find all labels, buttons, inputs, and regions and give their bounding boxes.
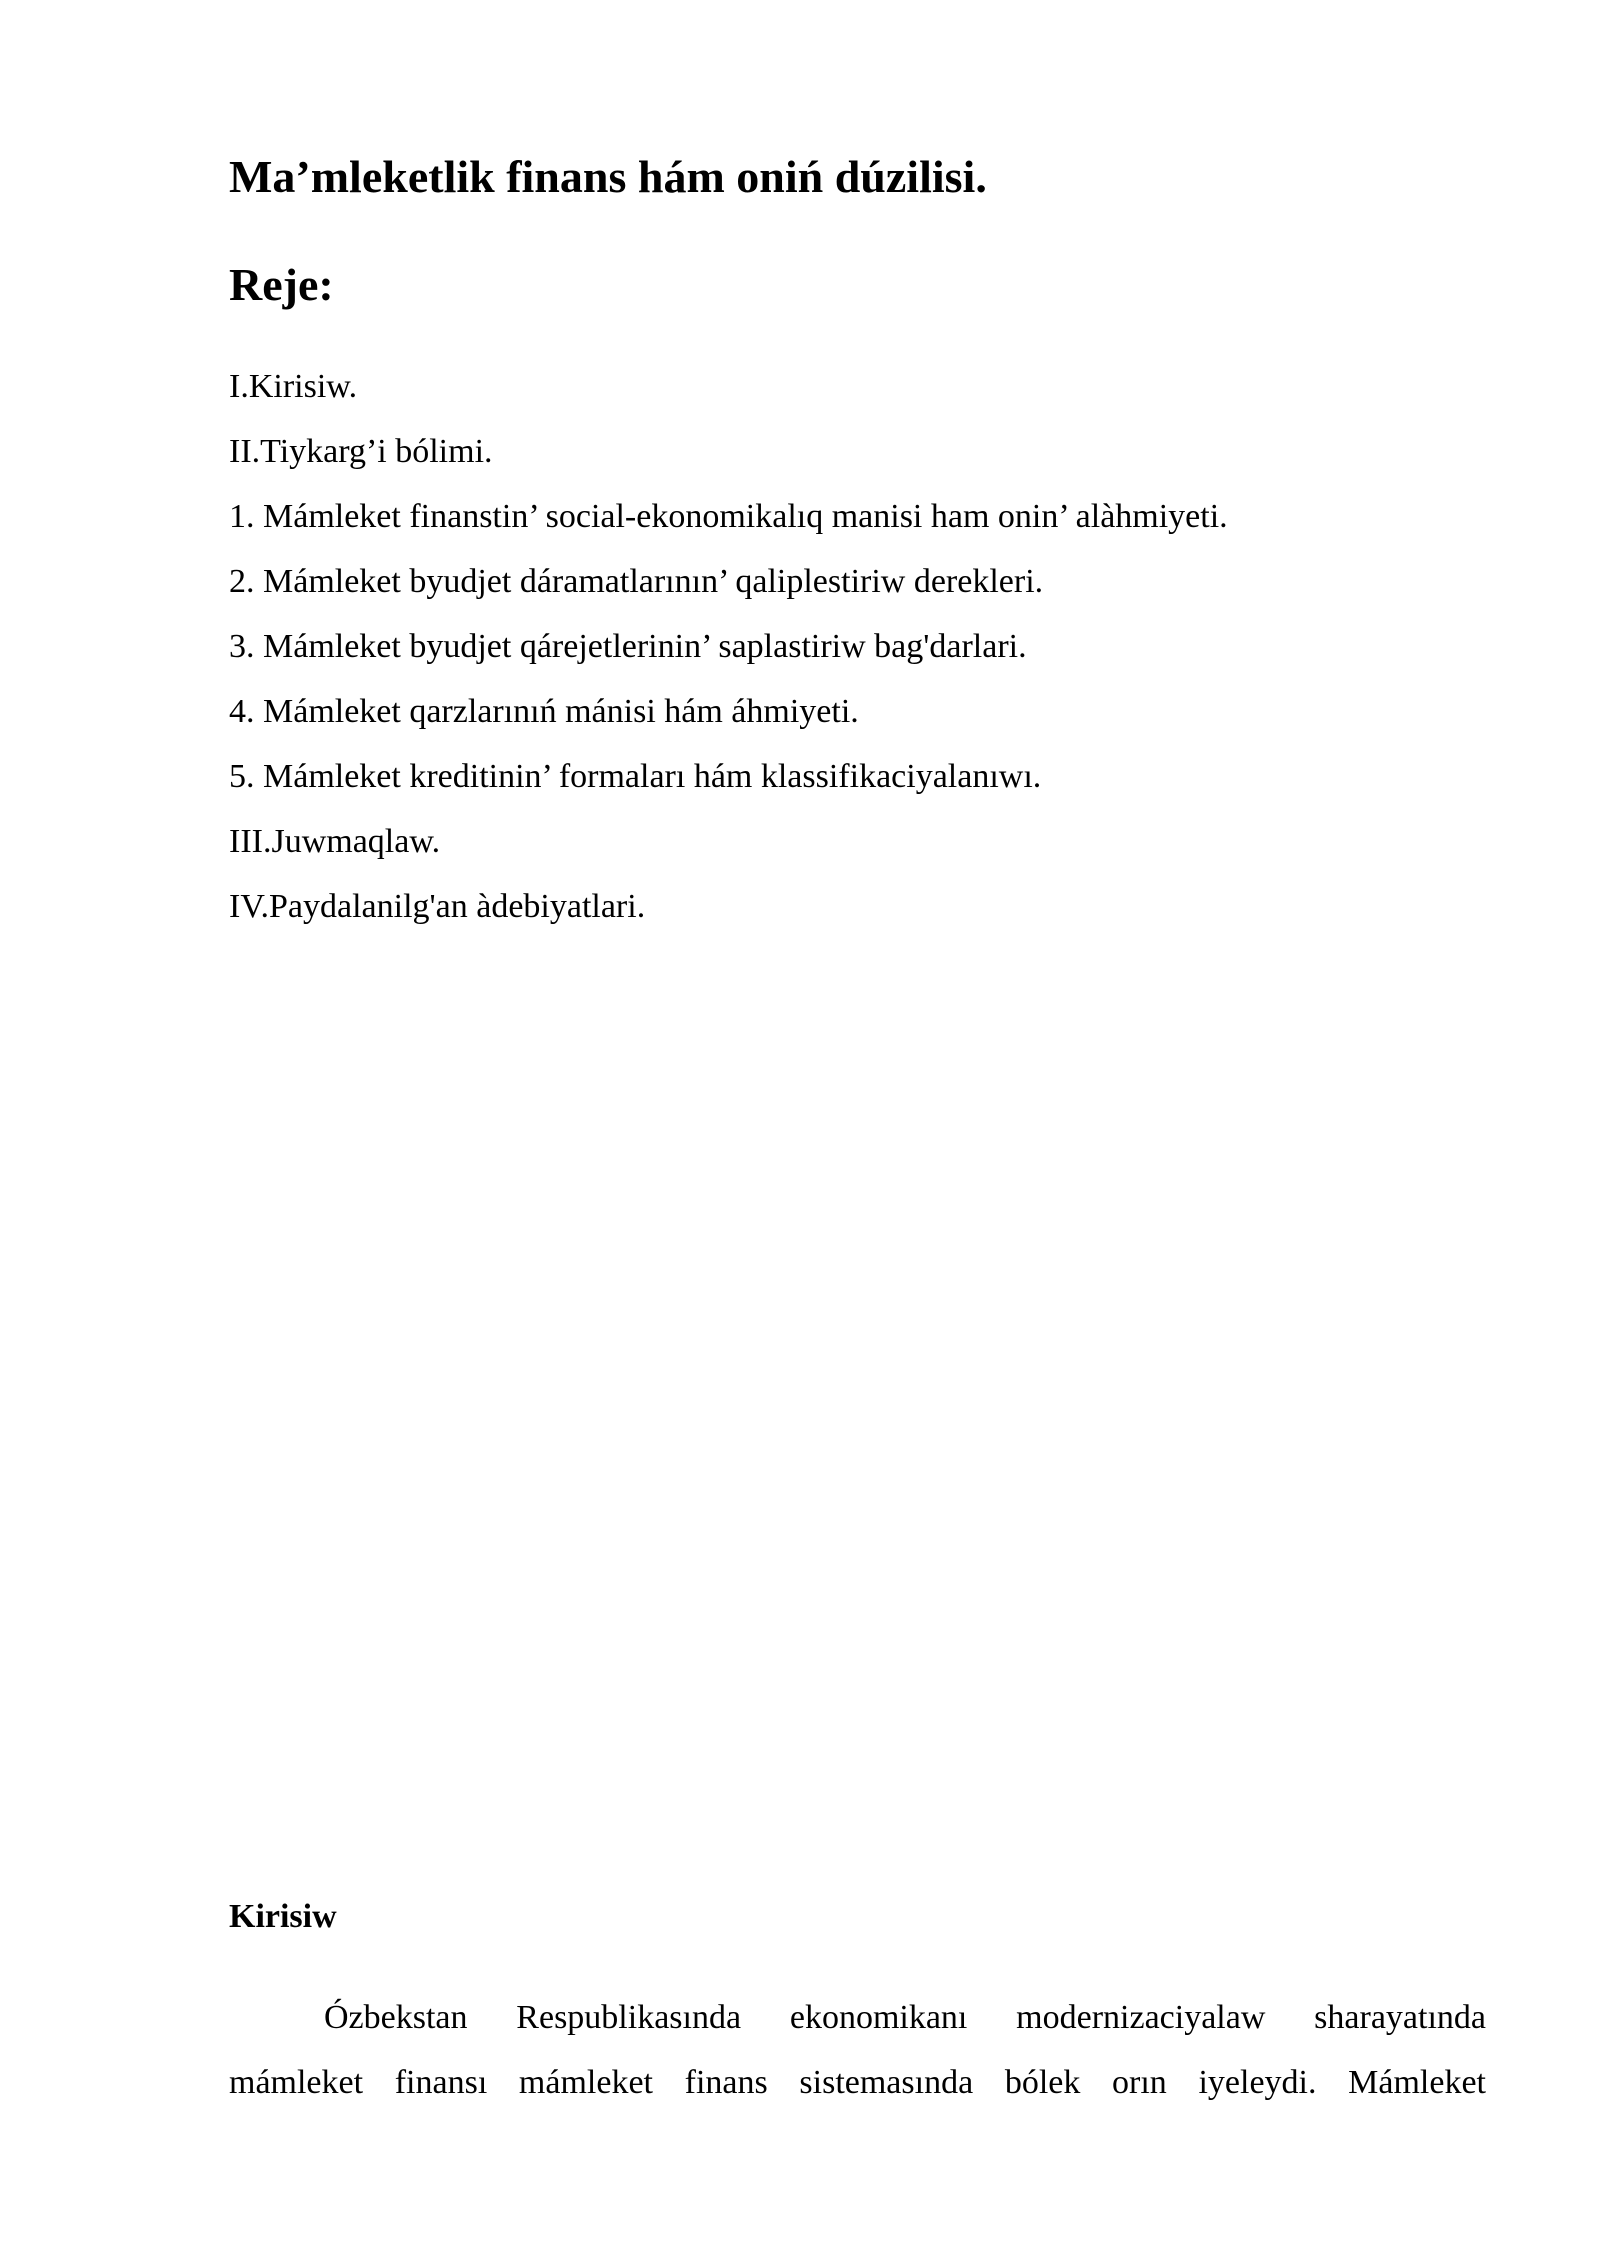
plan-heading: Reje: bbox=[229, 259, 334, 310]
plan-item: 2. Mámleket byudjet dáramatlarının’ qaliplestiriw derekleri. bbox=[229, 563, 1044, 600]
plan-item: 3. Mámleket byudjet qárejetlerinin’ saplastiriw bag'darlari. bbox=[229, 628, 1027, 665]
plan-item: 1. Mámleket finanstin’ social-ekonomikalıq manisi ham onin’ alàhmiyeti. bbox=[229, 498, 1228, 535]
paragraph-line: mámleket finansı mámleket finans sistemasında bólek orın iyeleydi. Mámleket bbox=[229, 2064, 1486, 2101]
paragraph-line: Ózbekstan Respublikasında ekonomikanı modernizaciyalaw sharayatında bbox=[324, 1999, 1486, 2036]
section-heading-kirisiw: Kirisiw bbox=[229, 1898, 337, 1935]
plan-item: II.Tiykarg’i bólimi. bbox=[229, 433, 493, 470]
plan-item: III.Juwmaqlaw. bbox=[229, 823, 441, 860]
plan-item: IV.Paydalanilg'an àdebiyatlari. bbox=[229, 888, 646, 925]
intro-paragraph bbox=[229, 1985, 1486, 2115]
plan-item: 4. Mámleket qarzlarınıń mánisi hám áhmiyeti. bbox=[229, 693, 859, 730]
plan-list bbox=[229, 362, 1228, 947]
plan-item: I.Kirisiw. bbox=[229, 368, 358, 405]
document-title: Ma’mleketlik finans hám oniń dúzilisi. bbox=[229, 151, 987, 202]
plan-item: 5. Mámleket kreditinin’ formaları hám klassifikaciyalanıwı. bbox=[229, 758, 1042, 795]
